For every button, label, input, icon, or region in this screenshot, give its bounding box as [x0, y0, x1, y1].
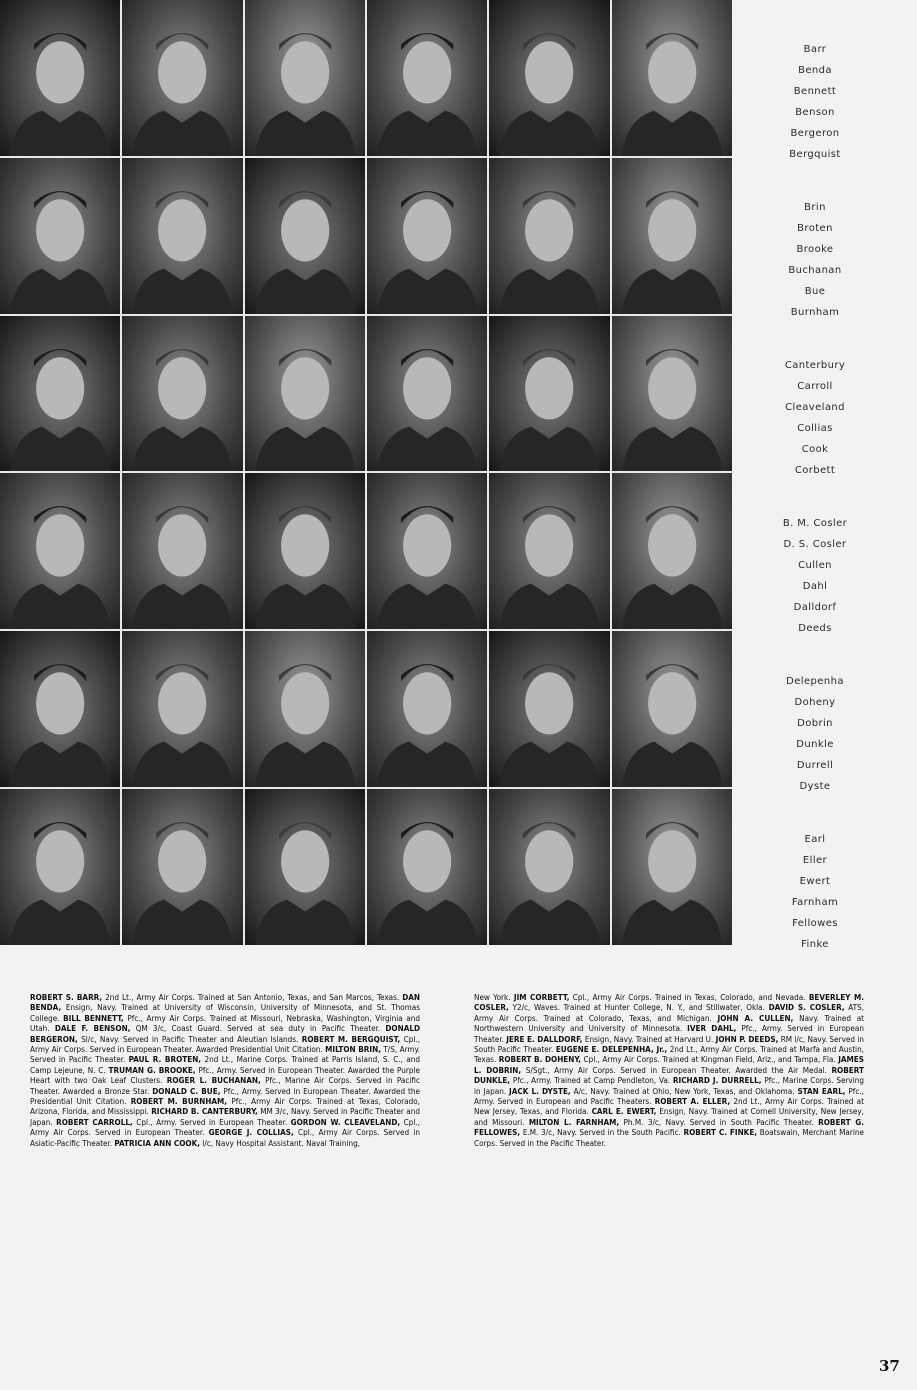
bio-text: Cpl., Army Air Corps. Served in European Theater.	[30, 1116, 420, 1138]
portrait-name: Bue	[804, 286, 826, 297]
name-group	[740, 188, 890, 346]
bio-name: ROBERT DUNKLE,	[474, 1064, 864, 1086]
bio-name: JAMES L. DOBRIN,	[474, 1054, 864, 1075]
bio-name: DAN BENDA,	[30, 992, 420, 1013]
bio-text: Pfc., Army. Served in European Theater. Awarded the Purple Heart with two Oak Leaf Clusters.	[30, 1064, 420, 1086]
portrait-photo	[612, 631, 732, 787]
bio-name: STAN EARL,	[797, 1085, 846, 1096]
portrait-silhouette-icon	[122, 473, 242, 629]
portrait-silhouette-icon	[122, 316, 242, 472]
bio-text: New York.	[474, 992, 514, 1002]
bio-name: ROBERT M. BURNHAM,	[130, 1096, 228, 1107]
portrait-name: Carroll	[797, 381, 833, 392]
bio-text: RM l/c, Navy. Served in South Pacific Theater.	[474, 1033, 864, 1055]
portrait-name: Buchanan	[788, 265, 842, 276]
bio-name: ROBERT G. FELLOWES,	[474, 1116, 864, 1138]
bio-text: Ensign, Navy. Trained at Harvard U.	[582, 1033, 716, 1044]
portrait-silhouette-icon	[489, 158, 609, 314]
portrait-silhouette-icon	[612, 631, 732, 787]
portrait-silhouette-icon	[122, 0, 242, 156]
portrait-photo	[612, 473, 732, 629]
portrait-photo	[489, 789, 609, 945]
portrait-name: Burnham	[790, 307, 840, 318]
portrait-silhouette-icon	[489, 316, 609, 472]
portrait-name: B. M. Cosler	[782, 518, 848, 529]
portrait-photo	[0, 789, 120, 945]
bio-name: ROBERT S. BARR,	[30, 992, 103, 1002]
portrait-silhouette-icon	[367, 473, 487, 629]
portrait-photo	[245, 473, 365, 629]
bio-name: ROBERT A. ELLER,	[654, 1096, 731, 1107]
portrait-name: Delepenha	[786, 676, 844, 687]
bio-name: GEORGE J. COLLIAS,	[208, 1127, 294, 1138]
portrait-silhouette-icon	[245, 631, 365, 787]
bio-text: Cpl., Army Air Corps. Served in European Theater. Awarded Presidential Unit Citation.	[30, 1033, 421, 1055]
portrait-name: Benda	[798, 65, 832, 76]
bio-text: 2nd Lt., Army Air Corps. Trained at Marfa and Austin, Texas.	[474, 1044, 864, 1065]
portrait-silhouette-icon	[245, 316, 365, 472]
portrait-photo	[0, 473, 120, 629]
portrait-silhouette-icon	[0, 316, 120, 472]
portrait-name: Ewert	[799, 876, 831, 887]
portrait-name: Brooke	[796, 244, 834, 255]
portrait-silhouette-icon	[0, 0, 120, 156]
bio-name: MILTON L. FARNHAM,	[528, 1116, 620, 1127]
portrait-photo	[122, 158, 242, 314]
portrait-silhouette-icon	[245, 789, 365, 945]
portrait-photo	[122, 631, 242, 787]
portrait-silhouette-icon	[367, 631, 487, 787]
bio-text: QM 3/c, Coast Guard. Served at sea duty in Pacific Theater.	[130, 1023, 386, 1034]
portrait-silhouette-icon	[245, 473, 365, 629]
bio-name: JERE E. DALLDORF,	[506, 1033, 583, 1044]
portrait-name: Dobrin	[797, 718, 833, 729]
bio-name: DONALD BERGERON,	[30, 1023, 421, 1044]
bio-name: DALE F. BENSON,	[54, 1023, 131, 1034]
portrait-silhouette-icon	[122, 789, 242, 945]
biographies-left-column	[30, 992, 420, 1148]
bio-name: ROBERT B. DOHENY,	[498, 1054, 582, 1065]
bio-text: Pfc., Army Air Corps. Trained at Missouri, Nebraska, Washington, Virginia and Utah.	[30, 1012, 420, 1034]
portrait-photo	[0, 631, 120, 787]
portrait-name: Dyste	[799, 781, 831, 792]
bio-name: ROGER L. BUCHANAN,	[166, 1075, 261, 1086]
bio-text: Ensign, Navy. Trained at University of Wisconsin, University of Minnesota, and St. Thomas College.	[30, 1002, 420, 1023]
portrait-name: Fellowes	[792, 918, 838, 929]
portrait-photo	[122, 0, 242, 156]
portrait-name: Brin	[804, 202, 826, 213]
bio-text: A/c, Navy. Trained at Ohio, New York, Texas, and Oklahoma.	[570, 1085, 798, 1096]
portrait-photo	[612, 316, 732, 472]
bio-text: 2nd Lt., Army Air Corps. Trained at San Antonio, Texas, and San Marcos, Texas.	[102, 992, 403, 1002]
portrait-name: Cleaveland	[785, 402, 845, 413]
portrait-name: Barr	[803, 44, 827, 55]
bio-name: JOHN P. DEEDS,	[715, 1033, 779, 1044]
portrait-silhouette-icon	[489, 631, 609, 787]
bio-name: DAVID S. COSLER,	[768, 1002, 845, 1013]
bio-name: RICHARD B. CANTERBURY,	[151, 1106, 258, 1117]
portrait-name: Dahl	[802, 581, 828, 592]
portrait-photo	[122, 473, 242, 629]
bio-text: Ensign, Navy. Trained at Cornell University, New Jersey, and Missouri.	[474, 1106, 864, 1127]
names-column	[740, 30, 890, 950]
bio-text: ATS, Army Air Corps. Trained at Colorado, Texas, and Michigan.	[474, 1002, 865, 1023]
portrait-photo	[489, 316, 609, 472]
bio-text: E.M. 3/c, Navy. Served in the South Pacific.	[520, 1127, 684, 1138]
portrait-silhouette-icon	[0, 158, 120, 314]
portrait-silhouette-icon	[489, 0, 609, 156]
portrait-name: Durrell	[796, 760, 834, 771]
portrait-photo	[245, 789, 365, 945]
bio-text: Cpl., Army Air Corps. Trained in Texas, Colorado, and Nevada.	[569, 992, 809, 1002]
bio-text: 2nd Lt., Army Air Corps. Trained at New Jersey, Texas, and Florida.	[474, 1096, 864, 1117]
bio-name: GORDON W. CLEAVELAND,	[290, 1116, 401, 1127]
portrait-photo	[367, 631, 487, 787]
portrait-photo	[245, 316, 365, 472]
biographies-right-column	[474, 992, 864, 1148]
bio-text: Cpl., Army Air Corps. Trained at Kingman Field, Ariz., and Tampa, Fla.	[581, 1054, 839, 1065]
portrait-silhouette-icon	[612, 158, 732, 314]
bio-text: Pfc., Marine Air Corps. Served in Pacific Theater. Awarded a Bronze Star.	[30, 1075, 420, 1096]
bio-name: DONALD C. BUE,	[152, 1085, 221, 1096]
bio-text: Cpl., Army Air Corps. Served in Asiatic-Pacific Theater.	[30, 1127, 420, 1148]
portrait-photo	[367, 158, 487, 314]
name-group	[740, 346, 890, 504]
bio-name: TRUMAN G. BROOKE,	[108, 1064, 196, 1075]
bio-text: Pfc., Army. Served in European and Pacific Theaters.	[474, 1085, 864, 1107]
bio-name: ROBERT M. BERGQUIST,	[301, 1033, 401, 1044]
bio-name: BILL BENNETT,	[63, 1012, 124, 1023]
bio-name: PAUL R. BROTEN,	[128, 1054, 202, 1065]
portrait-name: Canterbury	[784, 360, 846, 371]
portrait-photo	[612, 0, 732, 156]
portrait-silhouette-icon	[612, 316, 732, 472]
portrait-silhouette-icon	[612, 0, 732, 156]
bio-text: Sl/c, Navy. Served in Pacific Theater and Aleutian Islands.	[77, 1033, 302, 1044]
bio-text: Cpl., Army. Served in European Theater.	[132, 1116, 291, 1127]
bio-text: S/Sgt., Army Air Corps. Served in European Theater. Awarded the Air Medal.	[521, 1064, 832, 1075]
portrait-photo	[489, 631, 609, 787]
page-number: 37	[879, 1357, 900, 1375]
portrait-photo	[612, 158, 732, 314]
portrait-photo	[489, 158, 609, 314]
bio-name: JOHN A. CULLEN,	[717, 1012, 794, 1023]
name-group	[740, 662, 890, 820]
name-group	[740, 820, 890, 978]
portrait-name: Bennett	[793, 86, 837, 97]
bio-text: Boatswain, Merchant Marine Corps. Served in the Pacific Theater.	[474, 1127, 864, 1148]
portrait-silhouette-icon	[0, 631, 120, 787]
portrait-silhouette-icon	[612, 789, 732, 945]
portrait-photo	[367, 316, 487, 472]
bio-name: RICHARD J. DURRELL,	[672, 1075, 762, 1086]
portrait-name: Collias	[797, 423, 833, 434]
portrait-silhouette-icon	[367, 158, 487, 314]
bio-name: JACK L. DYSTE,	[509, 1085, 571, 1096]
portrait-photo	[489, 473, 609, 629]
portrait-name: Earl	[804, 834, 826, 845]
portrait-silhouette-icon	[122, 631, 242, 787]
bio-name: BEVERLEY M. COSLER,	[474, 992, 865, 1013]
portrait-name: Dunkle	[796, 739, 834, 750]
portrait-name: Deeds	[798, 623, 832, 634]
bio-name: JIM CORBETT,	[513, 992, 570, 1002]
portrait-silhouette-icon	[367, 0, 487, 156]
portrait-photo	[245, 631, 365, 787]
bio-name: MILTON BRIN,	[325, 1044, 381, 1055]
portrait-photo	[0, 316, 120, 472]
bio-text: Y2/c, Waves. Trained at Hunter College, N. Y., and Stillwater, Okla.	[508, 1002, 769, 1013]
portrait-name: Dalldorf	[793, 602, 837, 613]
bio-name: IVER DAHL,	[687, 1023, 737, 1034]
bio-text: Ph.M. 3/c, Navy. Served in South Pacific Theater.	[619, 1116, 819, 1127]
name-group	[740, 30, 890, 188]
portrait-silhouette-icon	[489, 789, 609, 945]
portrait-name: Eller	[802, 855, 828, 866]
portrait-silhouette-icon	[245, 0, 365, 156]
portrait-photo	[245, 158, 365, 314]
portrait-name: Corbett	[794, 465, 836, 476]
portrait-photo	[245, 0, 365, 156]
portrait-name: Bergeron	[790, 128, 840, 139]
bio-text: Pfc., Marine Corps. Serving in Japan.	[474, 1075, 865, 1096]
portrait-name: Bergquist	[789, 149, 841, 160]
bio-text: l/c, Navy Hospital Assistant. Naval Training,	[200, 1137, 361, 1148]
portrait-photo	[489, 0, 609, 156]
portrait-photo	[367, 789, 487, 945]
portrait-photo	[612, 789, 732, 945]
portrait-photo	[122, 789, 242, 945]
portrait-photo	[0, 158, 120, 314]
portrait-name: Doheny	[794, 697, 836, 708]
portrait-name: Finke	[801, 939, 829, 950]
portrait-silhouette-icon	[489, 473, 609, 629]
name-group	[740, 504, 890, 662]
bio-text: Pfc., Army Air Corps. Trained at Texas, Colorado, Arizona, Florida, and Mississippi.	[30, 1096, 420, 1117]
bio-text: MM 3/c, Navy. Served in Pacific Theater and Japan.	[30, 1106, 421, 1127]
portrait-photo	[122, 316, 242, 472]
bio-text: Navy. Trained at Northwestern University and University of Minnesota.	[474, 1012, 865, 1034]
portrait-photo	[367, 0, 487, 156]
portrait-silhouette-icon	[245, 158, 365, 314]
portrait-name: Benson	[795, 107, 835, 118]
bio-name: ROBERT CARROLL,	[56, 1116, 133, 1127]
bio-name: CARL E. EWERT,	[591, 1106, 657, 1117]
portrait-photo	[367, 473, 487, 629]
portrait-silhouette-icon	[367, 316, 487, 472]
portrait-silhouette-icon	[122, 158, 242, 314]
portrait-silhouette-icon	[0, 789, 120, 945]
portrait-silhouette-icon	[0, 473, 120, 629]
bio-text: Pfc., Army. Trained at Camp Pendleton, Va.	[510, 1075, 673, 1086]
bio-text: Pfc., Army. Served in European Theater.	[474, 1023, 864, 1044]
portrait-name: D. S. Cosler	[783, 539, 847, 550]
portrait-name: Cook	[801, 444, 829, 455]
portrait-silhouette-icon	[612, 473, 732, 629]
bio-text: 2nd Lt., Marine Corps. Trained at Parris Island, S. C., and Camp Lejeune, N. C.	[30, 1054, 420, 1075]
portrait-name: Cullen	[798, 560, 832, 571]
portrait-name: Farnham	[791, 897, 839, 908]
bio-name: ROBERT C. FINKE,	[683, 1127, 758, 1138]
bio-name: PATRICIA ANN COOK,	[114, 1137, 200, 1148]
portrait-photo	[0, 0, 120, 156]
bio-name: EUGENE E. DELEPENHA, Jr.,	[555, 1044, 668, 1055]
bio-text: Pfc., Army. Served in European Theater. Awarded the Presidential Unit Citation.	[30, 1085, 421, 1107]
portrait-silhouette-icon	[367, 789, 487, 945]
bio-text: T/S, Army. Served in Pacific Theater.	[30, 1044, 420, 1065]
portrait-name: Broten	[797, 223, 833, 234]
